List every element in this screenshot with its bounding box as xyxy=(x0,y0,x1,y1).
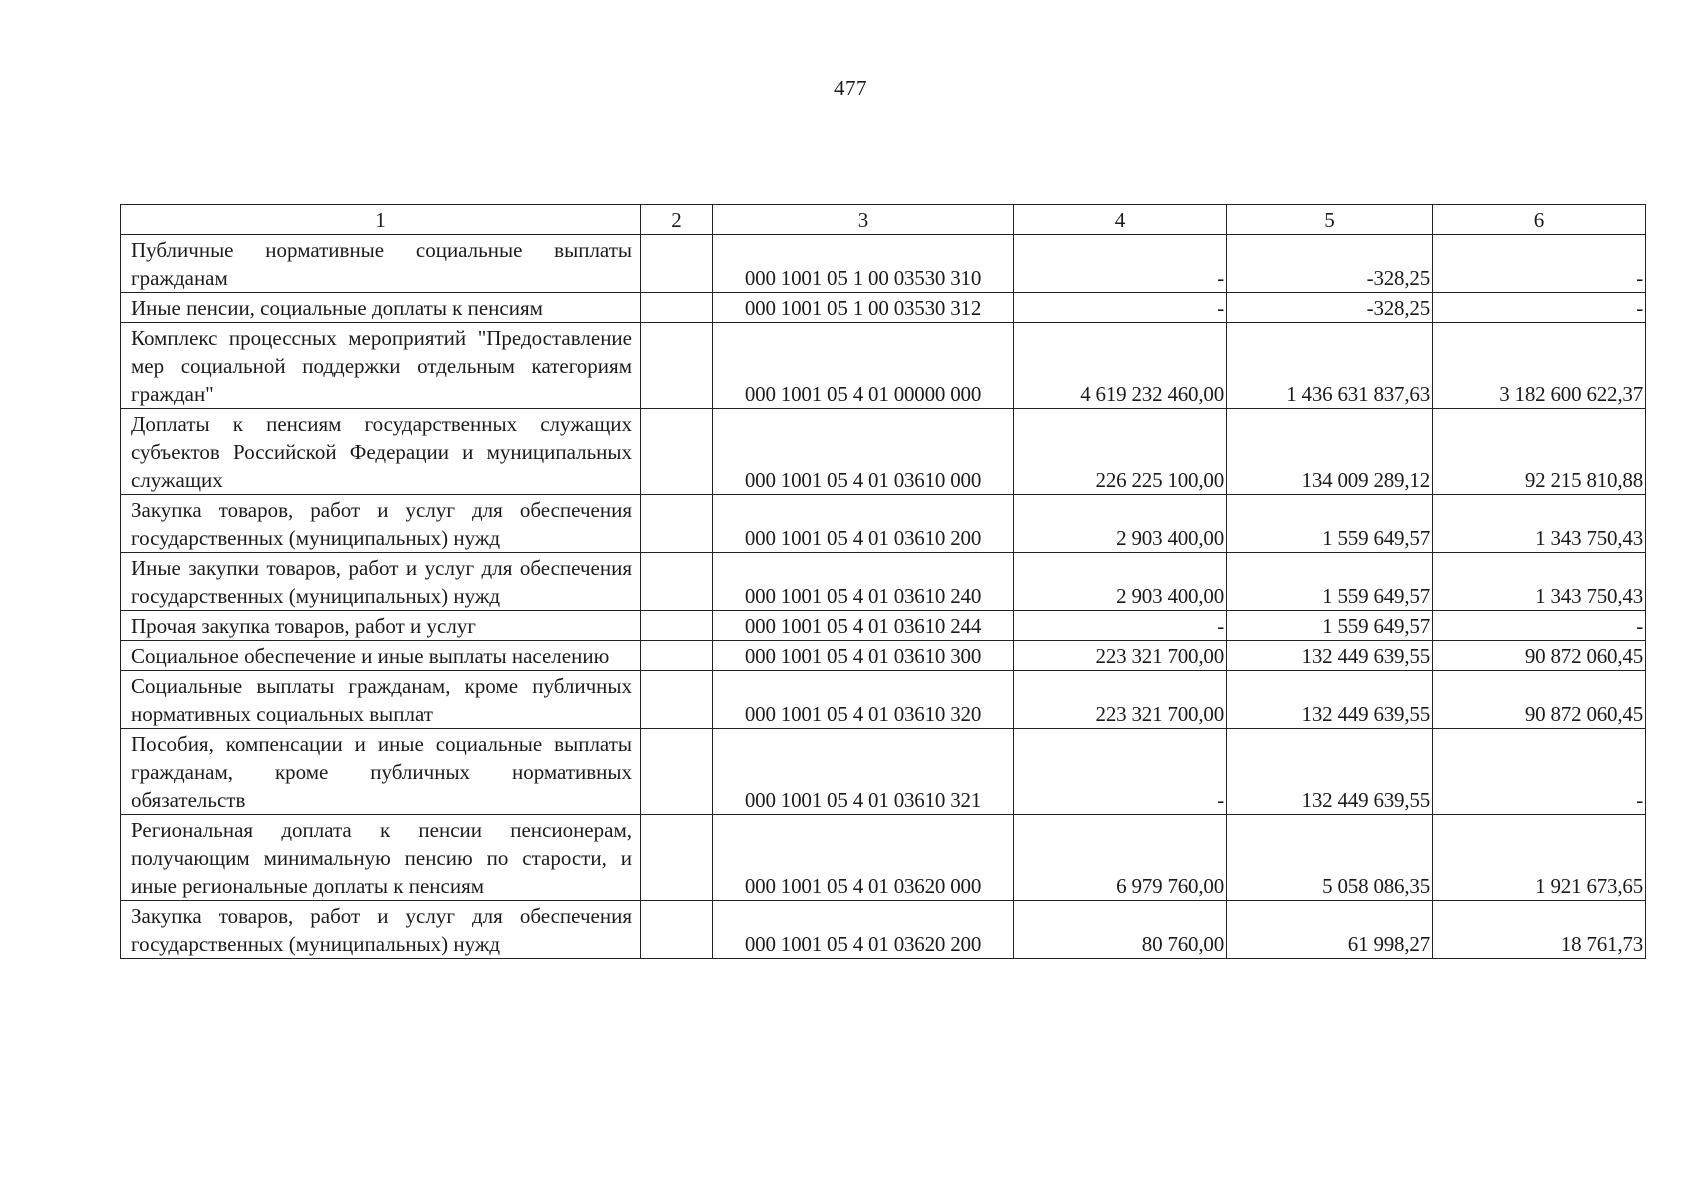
row-description: Доплаты к пенсиям государственных служащих субъектов Российской Федерации и муниципальных служащих xyxy=(121,409,641,495)
row-budget-code: 000 1001 05 4 01 03610 000 xyxy=(713,409,1014,495)
row-col2 xyxy=(641,671,713,729)
row-description: Социальные выплаты гражданам, кроме публичных нормативных социальных выплат xyxy=(121,671,641,729)
row-description: Пособия, компенсации и иные социальные выплаты гражданам, кроме публичных нормативных обязательств xyxy=(121,729,641,815)
row-col2 xyxy=(641,235,713,293)
row-col6-value: 3 182 600 622,37 xyxy=(1433,323,1646,409)
column-header: 4 xyxy=(1014,205,1227,235)
row-col6-value: 90 872 060,45 xyxy=(1433,641,1646,671)
row-description: Региональная доплата к пенсии пенсионерам, получающим минимальную пенсию по старости, и иные региональные доплаты к пенсиям xyxy=(121,815,641,901)
row-budget-code: 000 1001 05 4 01 03620 000 xyxy=(713,815,1014,901)
budget-execution-table xyxy=(120,204,1646,959)
row-budget-code: 000 1001 05 4 01 03610 300 xyxy=(713,641,1014,671)
row-col5-value: 1 559 649,57 xyxy=(1227,495,1433,553)
row-col5-value: 1 559 649,57 xyxy=(1227,611,1433,641)
table-row xyxy=(121,293,1646,323)
row-col4-value: 2 903 400,00 xyxy=(1014,495,1227,553)
row-col5-value: 132 449 639,55 xyxy=(1227,641,1433,671)
table-row xyxy=(121,323,1646,409)
row-budget-code: 000 1001 05 4 01 03610 200 xyxy=(713,495,1014,553)
row-col2 xyxy=(641,495,713,553)
row-col6-value: 1 343 750,43 xyxy=(1433,553,1646,611)
table-row xyxy=(121,901,1646,959)
row-budget-code: 000 1001 05 4 01 03610 240 xyxy=(713,553,1014,611)
row-col6-value: 1 921 673,65 xyxy=(1433,815,1646,901)
row-col2 xyxy=(641,729,713,815)
row-col6-value: - xyxy=(1433,235,1646,293)
table-row xyxy=(121,495,1646,553)
row-budget-code: 000 1001 05 4 01 03620 200 xyxy=(713,901,1014,959)
table-header-row xyxy=(121,205,1646,235)
row-description: Иные закупки товаров, работ и услуг для обеспечения государственных (муниципальных) нужд xyxy=(121,553,641,611)
column-header: 2 xyxy=(641,205,713,235)
row-col6-value: 18 761,73 xyxy=(1433,901,1646,959)
row-description: Социальное обеспечение и иные выплаты населению xyxy=(121,641,641,671)
row-budget-code: 000 1001 05 1 00 03530 310 xyxy=(713,235,1014,293)
row-col4-value: 223 321 700,00 xyxy=(1014,671,1227,729)
row-description: Закупка товаров, работ и услуг для обеспечения государственных (муниципальных) нужд xyxy=(121,495,641,553)
row-col2 xyxy=(641,553,713,611)
table-row xyxy=(121,815,1646,901)
table-row xyxy=(121,235,1646,293)
row-col4-value: - xyxy=(1014,611,1227,641)
column-header: 1 xyxy=(121,205,641,235)
row-col4-value: - xyxy=(1014,729,1227,815)
row-col2 xyxy=(641,409,713,495)
row-col5-value: 132 449 639,55 xyxy=(1227,729,1433,815)
row-col4-value: 223 321 700,00 xyxy=(1014,641,1227,671)
row-col4-value: - xyxy=(1014,235,1227,293)
row-description: Закупка товаров, работ и услуг для обеспечения государственных (муниципальных) нужд xyxy=(121,901,641,959)
row-col4-value: 80 760,00 xyxy=(1014,901,1227,959)
row-col5-value: 61 998,27 xyxy=(1227,901,1433,959)
row-col5-value: -328,25 xyxy=(1227,293,1433,323)
page-number: 477 xyxy=(834,76,867,100)
row-description: Иные пенсии, социальные доплаты к пенсиям xyxy=(121,293,641,323)
row-col5-value: 1 559 649,57 xyxy=(1227,553,1433,611)
row-col2 xyxy=(641,641,713,671)
column-header: 5 xyxy=(1227,205,1433,235)
row-col4-value: - xyxy=(1014,293,1227,323)
row-col2 xyxy=(641,293,713,323)
row-description: Публичные нормативные социальные выплаты гражданам xyxy=(121,235,641,293)
row-col6-value: - xyxy=(1433,611,1646,641)
row-description: Комплекс процессных мероприятий "Предоставление мер социальной поддержки отдельным категориям граждан" xyxy=(121,323,641,409)
row-description: Прочая закупка товаров, работ и услуг xyxy=(121,611,641,641)
row-col4-value: 2 903 400,00 xyxy=(1014,553,1227,611)
row-col6-value: - xyxy=(1433,293,1646,323)
table-row xyxy=(121,671,1646,729)
table-row xyxy=(121,611,1646,641)
row-col5-value: 5 058 086,35 xyxy=(1227,815,1433,901)
row-col4-value: 6 979 760,00 xyxy=(1014,815,1227,901)
row-budget-code: 000 1001 05 4 01 03610 244 xyxy=(713,611,1014,641)
table-row xyxy=(121,729,1646,815)
row-col5-value: -328,25 xyxy=(1227,235,1433,293)
row-col6-value: 92 215 810,88 xyxy=(1433,409,1646,495)
row-budget-code: 000 1001 05 4 01 00000 000 xyxy=(713,323,1014,409)
row-col6-value: - xyxy=(1433,729,1646,815)
table-row xyxy=(121,553,1646,611)
row-col2 xyxy=(641,815,713,901)
row-col4-value: 4 619 232 460,00 xyxy=(1014,323,1227,409)
row-col2 xyxy=(641,323,713,409)
row-col2 xyxy=(641,611,713,641)
row-budget-code: 000 1001 05 4 01 03610 320 xyxy=(713,671,1014,729)
row-col2 xyxy=(641,901,713,959)
row-col4-value: 226 225 100,00 xyxy=(1014,409,1227,495)
column-header: 3 xyxy=(713,205,1014,235)
row-budget-code: 000 1001 05 4 01 03610 321 xyxy=(713,729,1014,815)
table-row xyxy=(121,641,1646,671)
column-header: 6 xyxy=(1433,205,1646,235)
table-row xyxy=(121,409,1646,495)
row-col5-value: 132 449 639,55 xyxy=(1227,671,1433,729)
row-col5-value: 134 009 289,12 xyxy=(1227,409,1433,495)
row-col5-value: 1 436 631 837,63 xyxy=(1227,323,1433,409)
row-col6-value: 90 872 060,45 xyxy=(1433,671,1646,729)
row-col6-value: 1 343 750,43 xyxy=(1433,495,1646,553)
row-budget-code: 000 1001 05 1 00 03530 312 xyxy=(713,293,1014,323)
